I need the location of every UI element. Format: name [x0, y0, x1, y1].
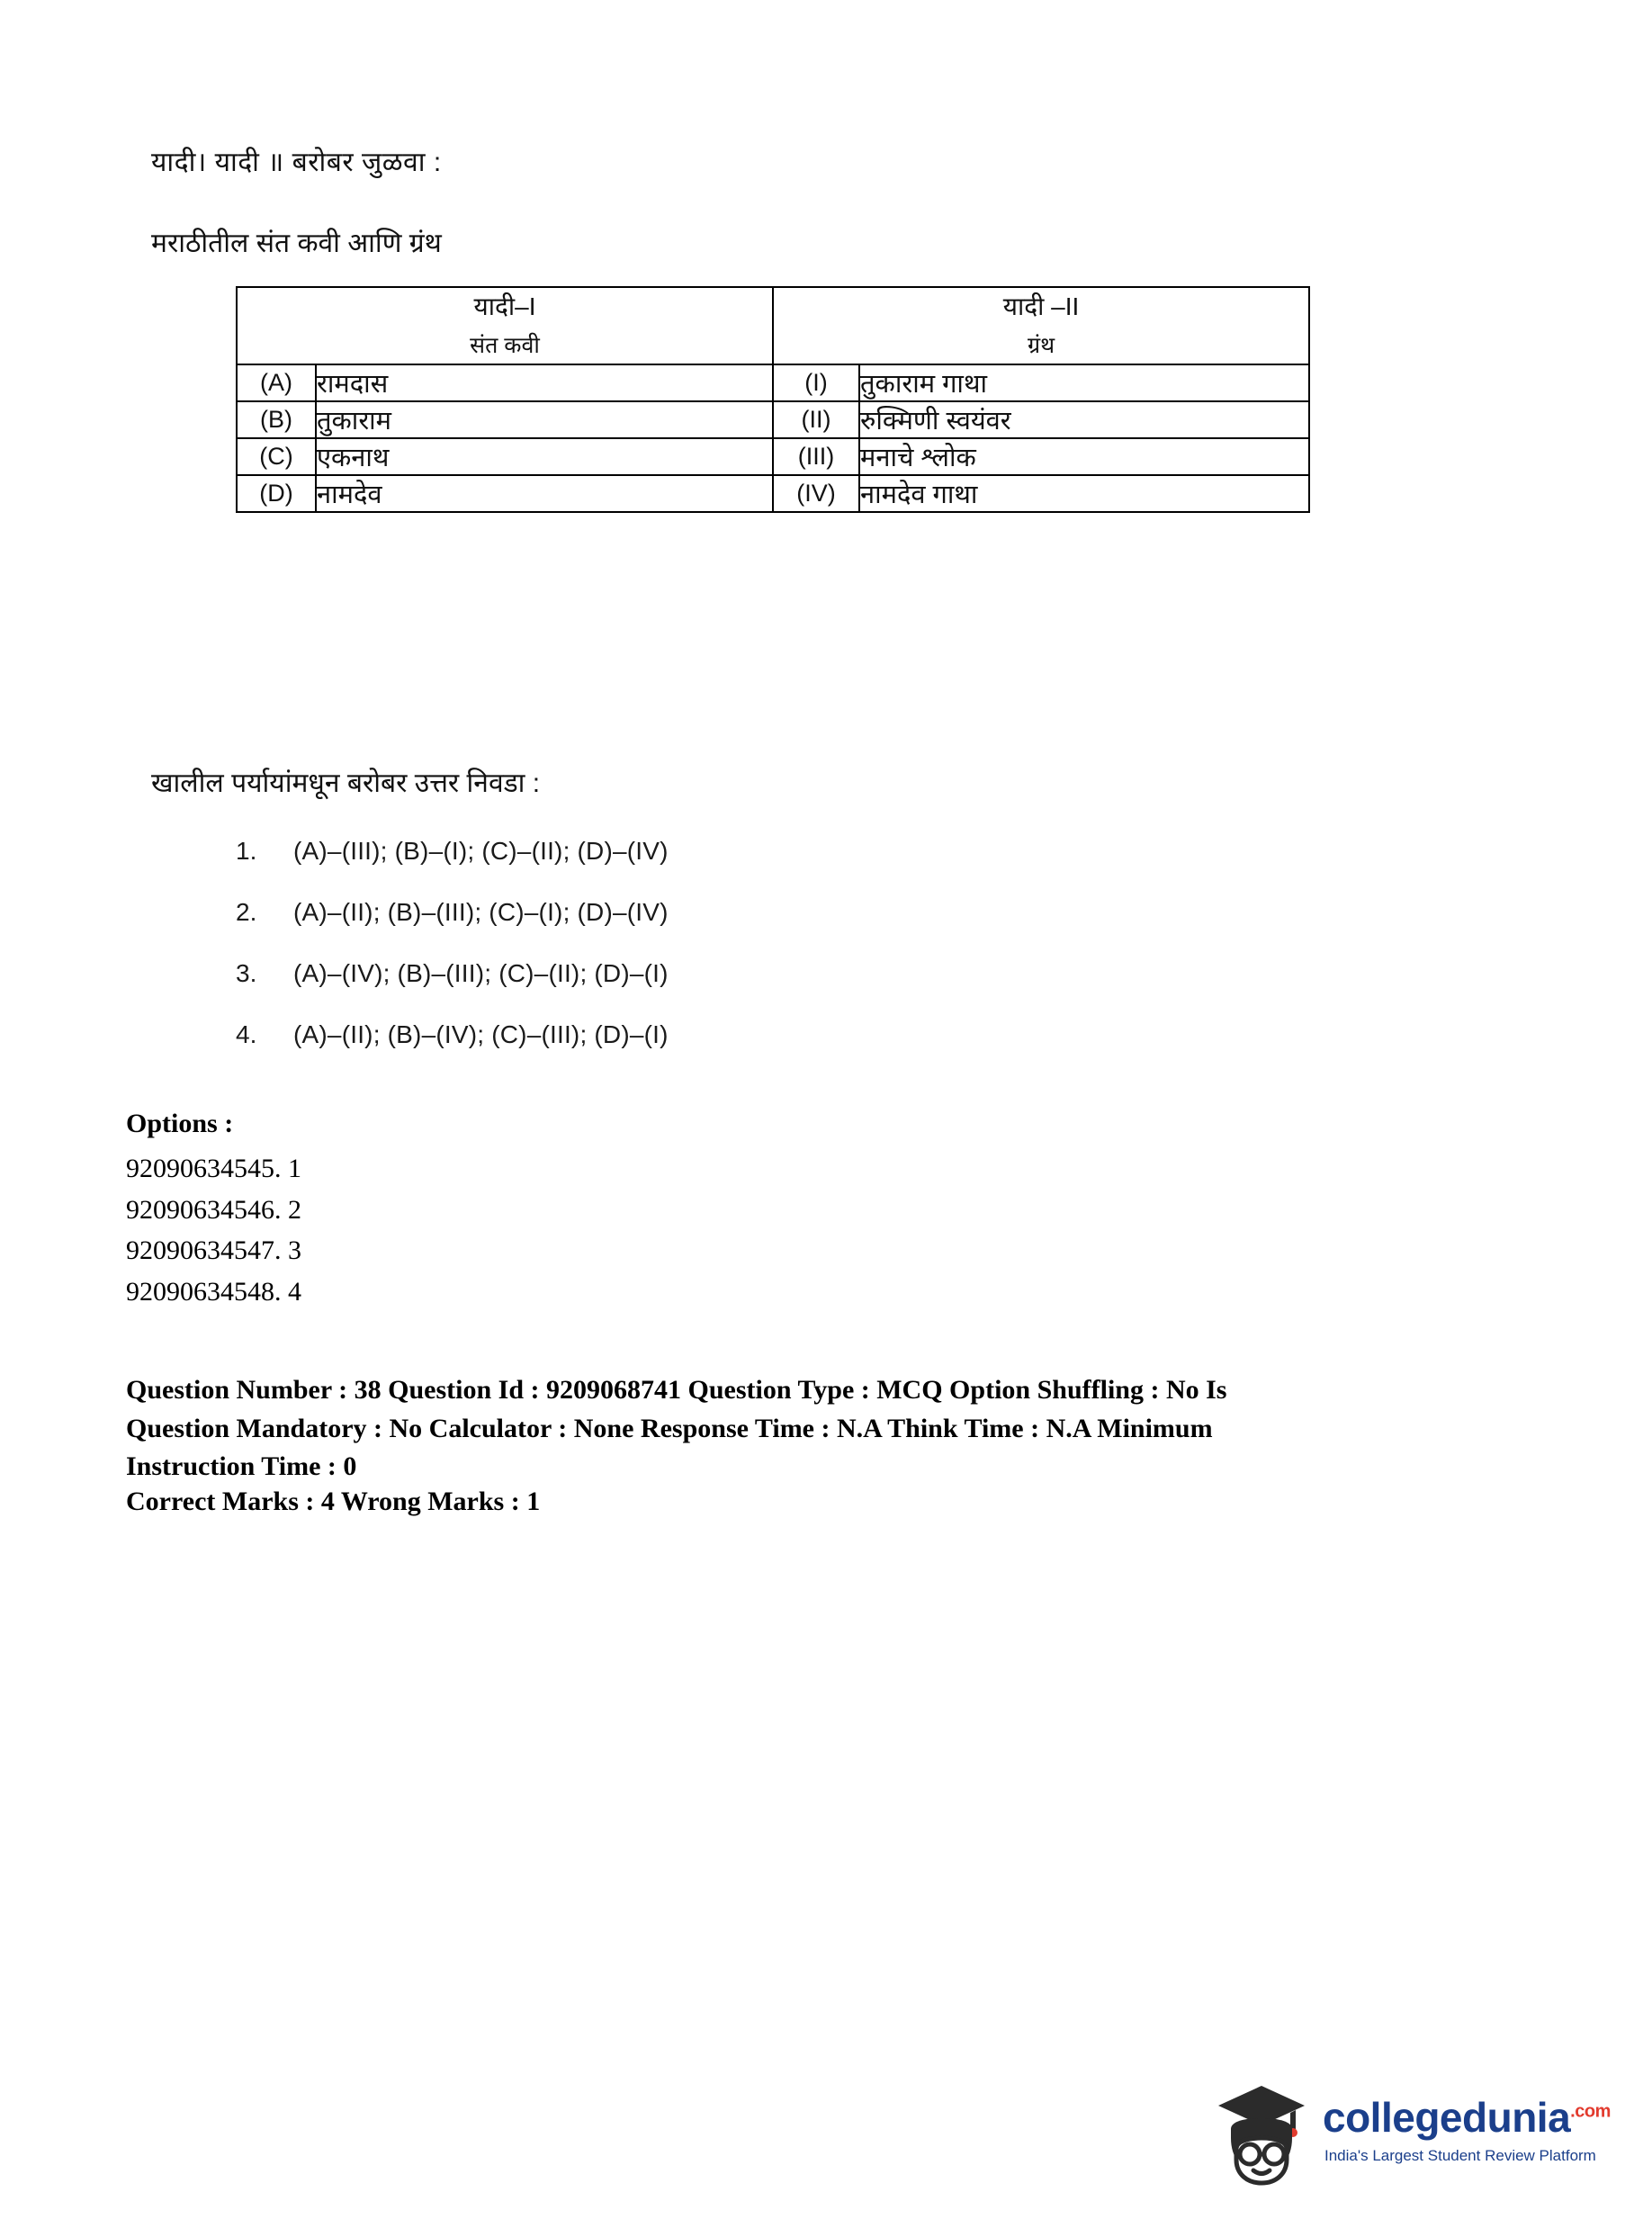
row-right-label: (II)	[773, 401, 859, 438]
row-right-text: मनाचे श्लोक	[859, 438, 1309, 475]
row-right-text: रुक्मिणी स्वयंवर	[859, 401, 1309, 438]
header-list-1-title: यादी–I	[473, 292, 536, 320]
row-left-text: रामदास	[316, 364, 773, 401]
footer-branding	[1213, 2080, 1609, 2197]
choice-text: (A)–(II); (B)–(III); (C)–(I); (D)–(IV)	[293, 898, 669, 926]
choice-number: 2.	[236, 898, 257, 926]
header-list-1-subtitle: संत कवी	[470, 333, 540, 358]
row-left-label: (D)	[237, 475, 316, 512]
answer-choice-3[interactable]	[236, 959, 1136, 988]
choice-number: 4.	[236, 1020, 257, 1048]
answer-choice-1[interactable]	[236, 837, 1136, 866]
answer-choice-2[interactable]	[236, 898, 1136, 927]
row-right-text: नामदेव गाथा	[859, 475, 1309, 512]
heading-line-2: मराठीतील संत कवी आणि ग्रंथ	[151, 229, 442, 258]
choice-text: (A)–(II); (B)–(IV); (C)–(III); (D)–(I)	[293, 1020, 669, 1048]
question-metadata-line-1: Question Number : 38 Question Id : 9209068741 Question Type : MCQ Option Shuffling : No Is	[126, 1375, 1227, 1405]
row-right-text: तुकाराम गाथा	[859, 364, 1309, 401]
table-header-row	[237, 287, 1309, 364]
heading-line-1: यादी। यादी ॥ बरोबर जुळवा :	[151, 148, 442, 177]
row-right-label: (III)	[773, 438, 859, 475]
question-metadata-line-3: Instruction Time : 0	[126, 1451, 357, 1482]
table-row	[237, 401, 1309, 438]
match-the-following-table	[236, 286, 1310, 513]
option-id-3: 92090634547. 3	[126, 1235, 301, 1266]
row-left-text: तुकाराम	[316, 401, 773, 438]
question-metadata-line-2: Question Mandatory : No Calculator : None Response Time : N.A Think Time : N.A Minimum	[126, 1413, 1213, 1443]
row-left-label: (B)	[237, 401, 316, 438]
table-header-list-2	[773, 287, 1309, 364]
choice-text: (A)–(III); (B)–(I); (C)–(II); (D)–(IV)	[293, 837, 669, 865]
table-row	[237, 475, 1309, 512]
answer-choice-4[interactable]	[236, 1020, 1136, 1049]
header-list-2-title: यादी –II	[1002, 292, 1080, 320]
question-metadata	[126, 1371, 1476, 1487]
brand-tagline: India's Largest Student Review Platform	[1324, 2147, 1596, 2164]
brand-suffix: .com	[1570, 2101, 1611, 2122]
table-row	[237, 438, 1309, 475]
option-id-4: 92090634548. 4	[126, 1276, 301, 1307]
option-id-1: 92090634545. 1	[126, 1154, 301, 1183]
choice-text: (A)–(IV); (B)–(III); (C)–(II); (D)–(I)	[293, 959, 669, 987]
row-right-label: (IV)	[773, 475, 859, 512]
brand-name	[1323, 2093, 1611, 2142]
row-left-label: (A)	[237, 364, 316, 401]
option-id-list	[126, 1148, 301, 1312]
table-row	[237, 364, 1309, 401]
options-title: Options :	[126, 1109, 234, 1138]
answer-choice-list	[236, 837, 1136, 1082]
brand-word: collegedunia	[1323, 2094, 1571, 2141]
choice-number: 1.	[236, 837, 257, 865]
collegedunia-mascot-icon	[1213, 2082, 1310, 2188]
row-left-text: नामदेव	[316, 475, 773, 512]
instruction-text: खालील पर्यायांमधून बरोबर उत्तर निवडा :	[151, 768, 541, 798]
row-right-label: (I)	[773, 364, 859, 401]
option-id-2: 92090634546. 2	[126, 1194, 301, 1225]
row-left-text: एकनाथ	[316, 438, 773, 475]
choice-number: 3.	[236, 959, 257, 987]
row-left-label: (C)	[237, 438, 316, 475]
table-header-list-1	[237, 287, 773, 364]
marks-line: Correct Marks : 4 Wrong Marks : 1	[126, 1487, 541, 1516]
header-list-2-subtitle: ग्रंथ	[1027, 333, 1055, 358]
